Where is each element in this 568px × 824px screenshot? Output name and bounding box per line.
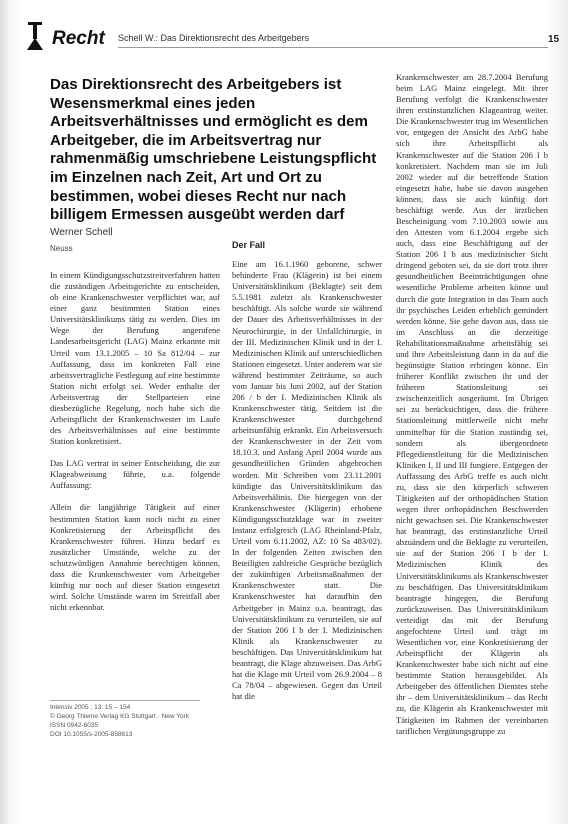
section-title: Recht bbox=[52, 28, 105, 49]
section-logo-icon bbox=[24, 20, 46, 52]
citation-footnote bbox=[50, 700, 200, 739]
paragraph: Allein die langjährige Tätigkeit auf einer bestimmten Station kann noch nicht zu einer Konkretisierung der Arbeitspflicht des Krankenschwester führen. Hinzu bedarf es zusätzlicher Umstände, welche zu der schutzwürdigen Annahme berechtigen können, dass die Krankenschwester vom Arbeitgeber künftig nur noch auf dieser Station eingesetzt wird. Solche Umstände waren im Streitfall aber nicht erkennbar. bbox=[50, 502, 220, 613]
running-header: Schell W.: Das Direktionsrecht des Arbeitgebers bbox=[118, 33, 310, 43]
author-name: Werner Schell bbox=[50, 227, 113, 238]
citation-line: Intensiv 2005 ; 13: 15 – 154 bbox=[50, 700, 200, 712]
paragraph: Das LAG vertrat in seiner Entscheidung, die zur Klageabweisung führte, u.a. folgende Auffassung: bbox=[50, 458, 220, 491]
page-number: 15 bbox=[548, 34, 560, 45]
section-heading: Der Fall bbox=[232, 240, 266, 250]
publisher-line: © Georg Thieme Verlag KG Stuttgart · New York bbox=[50, 713, 190, 720]
header-divider bbox=[118, 47, 548, 48]
article-title: Das Direktionsrecht des Arbeitgebers ist Wesensmerkmal eines jeden Arbeitsverhältnisses und ermöglicht es dem Arbeitgeber, die im Arbeitsvertrag nur rahmenmäßig umschriebene Leistungspflicht im Einzelnen nach Zeit, Art und Ort zu bestimmen, wobei dieses Recht nur nach billigem Ermessen ausgeübt werden darf bbox=[50, 76, 377, 224]
author-affiliation: Neuss bbox=[50, 244, 73, 253]
paragraph: Krankenschwester am 28.7.2004 Berufung beim LAG Mainz eingelegt. Mit ihrer Berufung verfolgt die Krankenschwester ihren erstinstanzlichen Klageantrag weiter. Die Krankenschwester trug im Wesentlichen vor, entgegen der Ansicht des ArbG habe sich ihre Arbeitspflicht als Krankenschwester auf die Station 206 I b konkretisiert. Nachdem man sie im Juli 2002 wieder auf die betreffende Station eingesetzt habe, habe sie davon ausgehen können, dass sie auch künftig dort beschäftigt werde. Aus der ärztlichen Bescheinigung vom 7.10.2003 sowie aus den Attesten vom 6.1.2004 ergebe sich auch, dass eine Beschäftigung auf der Station 206 I b aus medizinischer Sicht dringend geboten sei, da sie dort trotz ihrer gesundheitlichen Beeinträchtigungen ohne wesentliche Probleme arbeiten könne und durch die gute Integration in das Team auch ihr psychisches Leiden erheblich gemindert werden könne. Sie gehe davon aus, dass sie im Anschluss an die derzeitige Rehabilitationsmaßnahme arbeitsfähig sei und ihre Arbeitsleistung dann in da auf die begünstigte Station erbringen könne. Ein früherer Konflikt zwischen ihr und der früheren Stationsleitung sei zwischenzeitlich ausgeräumt. Im Übrigen sei zu berücksichtigen, dass die frühere Stationsleitung mittlerweile nicht mehr unmittelbar für die Station zuständig sei, sondern als übergeordnete Pflegedienstleitung für die Medizinischen Kliniken I, II und III fungiere. Entgegen der Auffassung des ArbG treffe es auch nicht zu, dass sie den körperlich schweren Tätigkeiten auf der orthopädischen Station wegen ihrer orthopädischen Beschwerden nicht gewachsen sei. Die Krankenschwester hat beantragt, das erstinstanzliche Urteil abzuändern und die Beklagte zu verurteilen, sie auf der Station 206 I b der I. Medizinischen Klinik des Universitätsklinikums als Krankenschwester zu beschäftigen. Das Universitätsklinikum beantragte hingegen, die Berufung zurückzuweisen. Das Universitätsklinikum verteidigt das mit der Berufung angefochtene Urteil und trägt im Wesentlichen vor, eine Konkretisierung der Arbeitspflicht der Klägerin als Krankenschwester habe sich nicht auf eine bestimmte Station herausgebildet. Als Arbeitgeber des öffentlichen Dienstes stehe ihr – dem Universitätsklinikum – das Recht zu, die Klägerin als Krankenschwester mit Tätigkeiten im Rahmen der vereinbarten tariflichen Vergütungsgruppe zu bbox=[396, 72, 548, 736]
issn-line: ISSN 0942-6035 bbox=[50, 722, 99, 729]
text-column-middle bbox=[232, 240, 382, 713]
text-column-left bbox=[50, 270, 220, 624]
paragraph: Eine am 16.1.1960 geborene, schwer behinderte Frau (Klägerin) ist bei einem Universitätsklinikum (Beklagte) seit dem 5.5.1981 zuletzt als Krankenschwester beschäftigt. Als solche wurde sie während der Dauer des Arbeitsverhältnisses in der Neurochirurgie, in der Unfallchirurgie, in der III. Medizinischen Klinik und in der I. Medizinischen Klinik auf unterschiedlichen Stationen eingesetzt. Unter anderem war sie während bestimmter Zeiträume, so auch vom Januar bis Juni 2002, auf der Station 206 / b der I. Medizinischen Klinik als Krankenschwester tätig. Seitdem ist die Krankenschwester durchgehend arbeitsunfähig erkrankt. Ein Arbeitsversuch der Krankenschwester in der Zeit vom 18.10.3. und Anfang April 2004 wurde aus gesundheitlichen Gründen abgebrochen worden. Mit Schreiben vom 23.11.2001 kündigte das Universitätsklinikum das Arbeitsverhältnis. Die hiergegen von der Krankenschwester (Klägerin) erhobene Kündigungsschutzklage war in zweiter Instanz erfolgreich (LAG Rheinland-Pfalz, Urteil vom 6.11.2002, AZ: 10 Sa 483/02). In der folgenden Zeiten zwischen den Beteiligten zahlreiche Gespräche bezüglich der zukünftigen Arbeitsmaßnahmen der Krankenschwester statt. Die Krankenschwester hat daraufhin den Arbeitgeber in Mainz u.a. beantragt, das Universitätsklinikum zu verurteilen, sie auf der Station 206 I b der I. Medizinischen Klinik als Krankenschwester zu beschäftigen. Das Universitätsklinikum hat beantragt, die Klage abzuweisen. Das ArbG hat die Klage mit Urteil vom 26.9.2004 – 8 Ca 78/04 – abgewiesen. Gegen das Urteil hat die bbox=[232, 259, 382, 702]
doi-line: DOI 10.1055/s-2005-858613 bbox=[50, 731, 133, 738]
paragraph: In einem Kündigungsschutzstreitverfahren hatten die zuständigen Arbeitsgerichte zu entscheiden, ob eine Krankenschwester verpflichtet war, auf einer ganz bestimmten Station eines Universitätsklinikums tätig zu werden. Dies im Wege der Berufung angerufene Landesarbeitsgericht (LAG) Mainz erkannte mit Urteil vom 13.1.2005 – 10 Sa 812/04 – zur Auffassung, dass im konkreten Fall eine arbeitsvertragliche Festlegung auf eine bestimmte Station nicht erfolgt sei. Weder enthalte der Arbeitsvertrag der Stellparteien eine diesbezügliche Regelung, noch habe sich die Arbeitspflicht der Krankenschwester im Laufe des Arbeitsverhältnisses auf eine bestimmte Station konkretisiert. bbox=[50, 270, 220, 447]
text-column-right bbox=[396, 72, 548, 748]
